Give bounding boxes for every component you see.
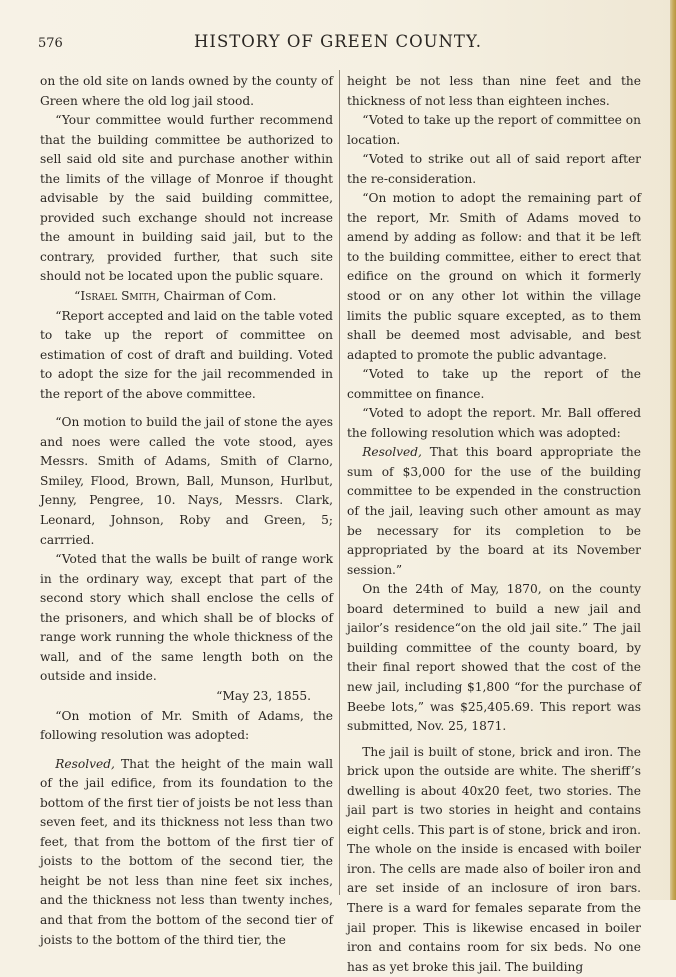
paragraph: On the 24th of May, 1870, on the county board determined to build a new jail and jailor’s residence“on the old jail site.” The jail building committee of the county board, by their final report showed that the cost of the new jail, including $1,800 “for the purchase of Beebe lots,” was $25,405.69. This report was submitted, Nov. 25, 1871.: [347, 582, 641, 734]
resolution-paragraph: [40, 755, 333, 950]
signature-line: [40, 287, 333, 307]
paragraph: “Voted to take up the report of committee on location.: [347, 113, 641, 147]
paragraph: “Voted to strike out all of said report after the re-consideration.: [347, 152, 641, 186]
paragraph: “Report accepted and laid on the table voted to take up the report of committee on estimation of cost of draft and building. Voted to adopt the size for the jail recommended in the report of the above committee.: [40, 308, 333, 401]
left-column: [40, 72, 333, 950]
paragraph: height be not less than nine feet and the thickness of not less than eighteen inches.: [347, 74, 641, 108]
page-header: [36, 32, 640, 56]
paragraph: The jail is built of stone, brick and iron. The brick upon the outside are white. The sheriff’s dwelling is about 40x20 feet, two stories. The jail part is two stories in height and contains eight cells. This part is of stone, brick and iron. The whole on the inside is encased with boiler iron. The cells are made also of boiler iron and are set inside of an inclosure of iron bars. There is a ward for females separate from the jail proper. This is likewise encased in boiler iron and contains room for six beds. No one has as yet broke this jail. The building: [347, 744, 641, 974]
resolution-text: That the height of the main wall of the jail edifice, from its foundation to the bottom of the first tier of joists be not less than seven feet, and its thickness not less than two feet, that from the bottom of the first tier of joists to the bottom of the second tier, the height be not less than nine feet six inches, and the thickness not less than twenty inches, and that from the bottom of the second tier of joists to the bottom of the third tier, the: [40, 756, 333, 947]
paragraph: “On motion to build the jail of stone the ayes and noes were called the vote stood, ayes Messrs. Smith of Adams, Smith of Clarno, Smiley, Flood, Brown, Ball, Munson, Hurlbut, Jenny, Pengree, 10. Nays, Messrs. Clark, Leonard, Johnson, Roby and Green, 5; carrried.: [40, 415, 333, 547]
right-column: [347, 72, 641, 977]
page-edge: [670, 0, 676, 900]
page-number: 576: [38, 36, 63, 51]
running-title: HISTORY OF GREEN COUNTY.: [194, 32, 482, 51]
column-rule: [339, 70, 340, 895]
paragraph: “On motion to adopt the remaining part of the report, Mr. Smith of Adams moved to amend by adding as follow: and that it be left to the building committee, either to erect that edifice on the ground on which it formerly stood or on any other lot within the village limits the public square excepted, as to them shall be deemed most advisable, and best adapted to promote the public advantage.: [347, 191, 641, 362]
dateline: “May 23, 1855.: [216, 688, 311, 703]
paragraph: “Voted to adopt the report. Mr. Ball offered the following resolution which was adopted:: [347, 406, 641, 440]
paragraph: “Your committee would further recommend that the building committee be authorized to sell said old site and purchase another within the limits of the village of Monroe if thought advisable by the said building committee, provided such exchange should not increase the amount in building said jail, but to the contrary, provided further, that such site should not be located upon the public square.: [40, 113, 333, 284]
resolution-text: That this board appropriate the sum of $3,000 for the use of the building committee to be expended in the construction of the jail, leaving such other amount as may be necessary for its completion to be appropriated by the board at its November session.”: [347, 445, 641, 577]
paragraph: “Voted to take up the report of the committee on finance.: [347, 367, 641, 401]
paragraph: “Voted that the walls be built of range work in the ordinary way, except that part of the second story which shall enclose the cells of the prisoners, and which shall be of blocks of range work running the whole thickness of the wall, and of the same length both on the outside and inside.: [40, 552, 333, 684]
resolved-label: Resolved,: [362, 445, 422, 460]
paragraph: on the old site on lands owned by the county of Green where the old log jail stood.: [40, 74, 333, 108]
signature-name: “Israel Smith,: [74, 289, 160, 304]
resolution-paragraph: [347, 443, 641, 580]
resolved-label: Resolved,: [55, 756, 115, 771]
signature-title: Chairman of Com.: [163, 289, 277, 304]
paragraph: “On motion of Mr. Smith of Adams, the following resolution was adopted:: [40, 708, 333, 743]
